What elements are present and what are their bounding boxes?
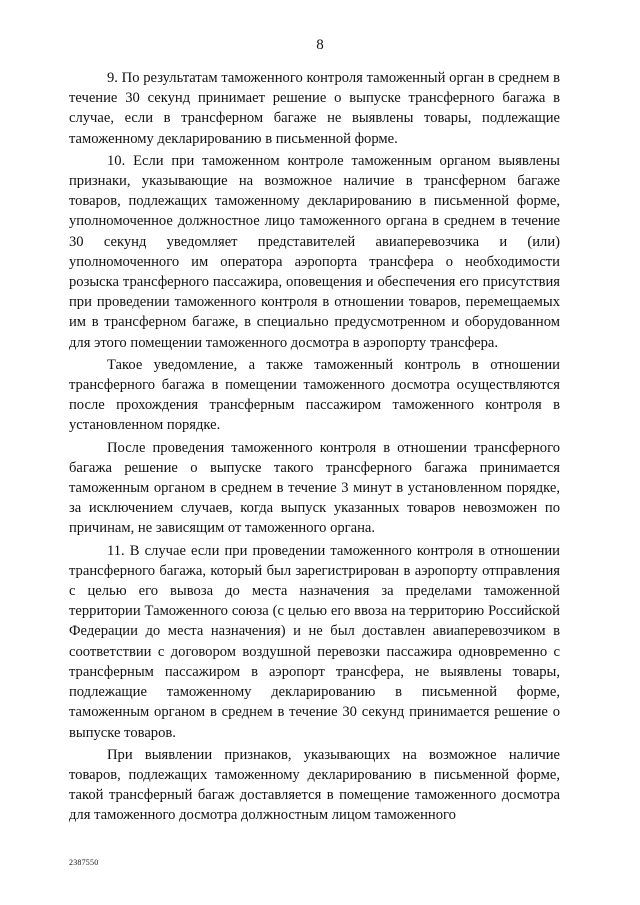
paragraph-clause-11: 11. В случае если при проведении таможенного контроля в отношении трансферного багажа, который был зарегистрирован в аэропорту отправления с целью его вывоза до места назначения за пределами таможенной территории Таможенного союза (с целью его ввоза на территорию Российской Федерации до места назначения) и не был доставлен авиаперевозчиком в соответствии с договором воздушной перевозки пассажира одновременно с трансферным пассажиром в аэропорт трансфера, не выявлены товары, подлежащие таможенному декларированию в письменной форме, таможенным органом в среднем в течение 30 секунд принимается решение о выпуске товаров. [69,542,560,741]
paragraph-notification: Такое уведомление, а также таможенный контроль в отношении трансферного багажа в помещении таможенного досмотра осуществляются после прохождения трансферным пассажиром таможенного контроля в установленном порядке. [69,356,560,434]
document-id: 2387550 [69,858,99,867]
paragraph-clause-9: 9. По результатам таможенного контроля таможенный орган в среднем в течение 30 секунд принимает решение о выпуске трансферного багажа в случае, если в трансферном багаже не выявлены товары, подлежащие таможенному декларированию в письменной форме. [69,70,560,147]
paragraph-release-decision: После проведения таможенного контроля в отношении трансферного багажа решение о выпуске такого трансферного багажа принимается таможенным органом в среднем в течение 3 минут в установленном порядке, за исключением случаев, когда выпуск указанных товаров невозможен по причинам, не зависящим от таможенного органа. [69,439,560,537]
document-body [69,68,560,828]
page-number: 8 [316,37,324,53]
paragraph-clause-10: 10. Если при таможенном контроле таможенным органом выявлены признаки, указывающие на возможное наличие в трансферном багаже товаров, подлежащих таможенному декларированию в письменной форме, уполномоченное должностное лицо таможенного органа в среднем в течение 30 секунд уведомляет представителей авиаперевозчика и (или) уполномоченного им оператора аэропорта трансфера о необходимости розыска трансферного пассажира, оповещения и обеспечения его присутствия при проведении таможенного контроля в отношении товаров, перемещаемых им в трансферном багаже, в специально предусмотренном и оборудованном для этого помещении таможенного досмотра в аэропорту трансфера. [69,152,560,351]
paragraph-signs-detected: При выявлении признаков, указывающих на возможное наличие товаров, подлежащих таможенному декларированию в письменной форме, такой трансферный багаж доставляется в помещение таможенного досмотра для таможенного досмотра должностным лицом таможенного [69,746,560,824]
